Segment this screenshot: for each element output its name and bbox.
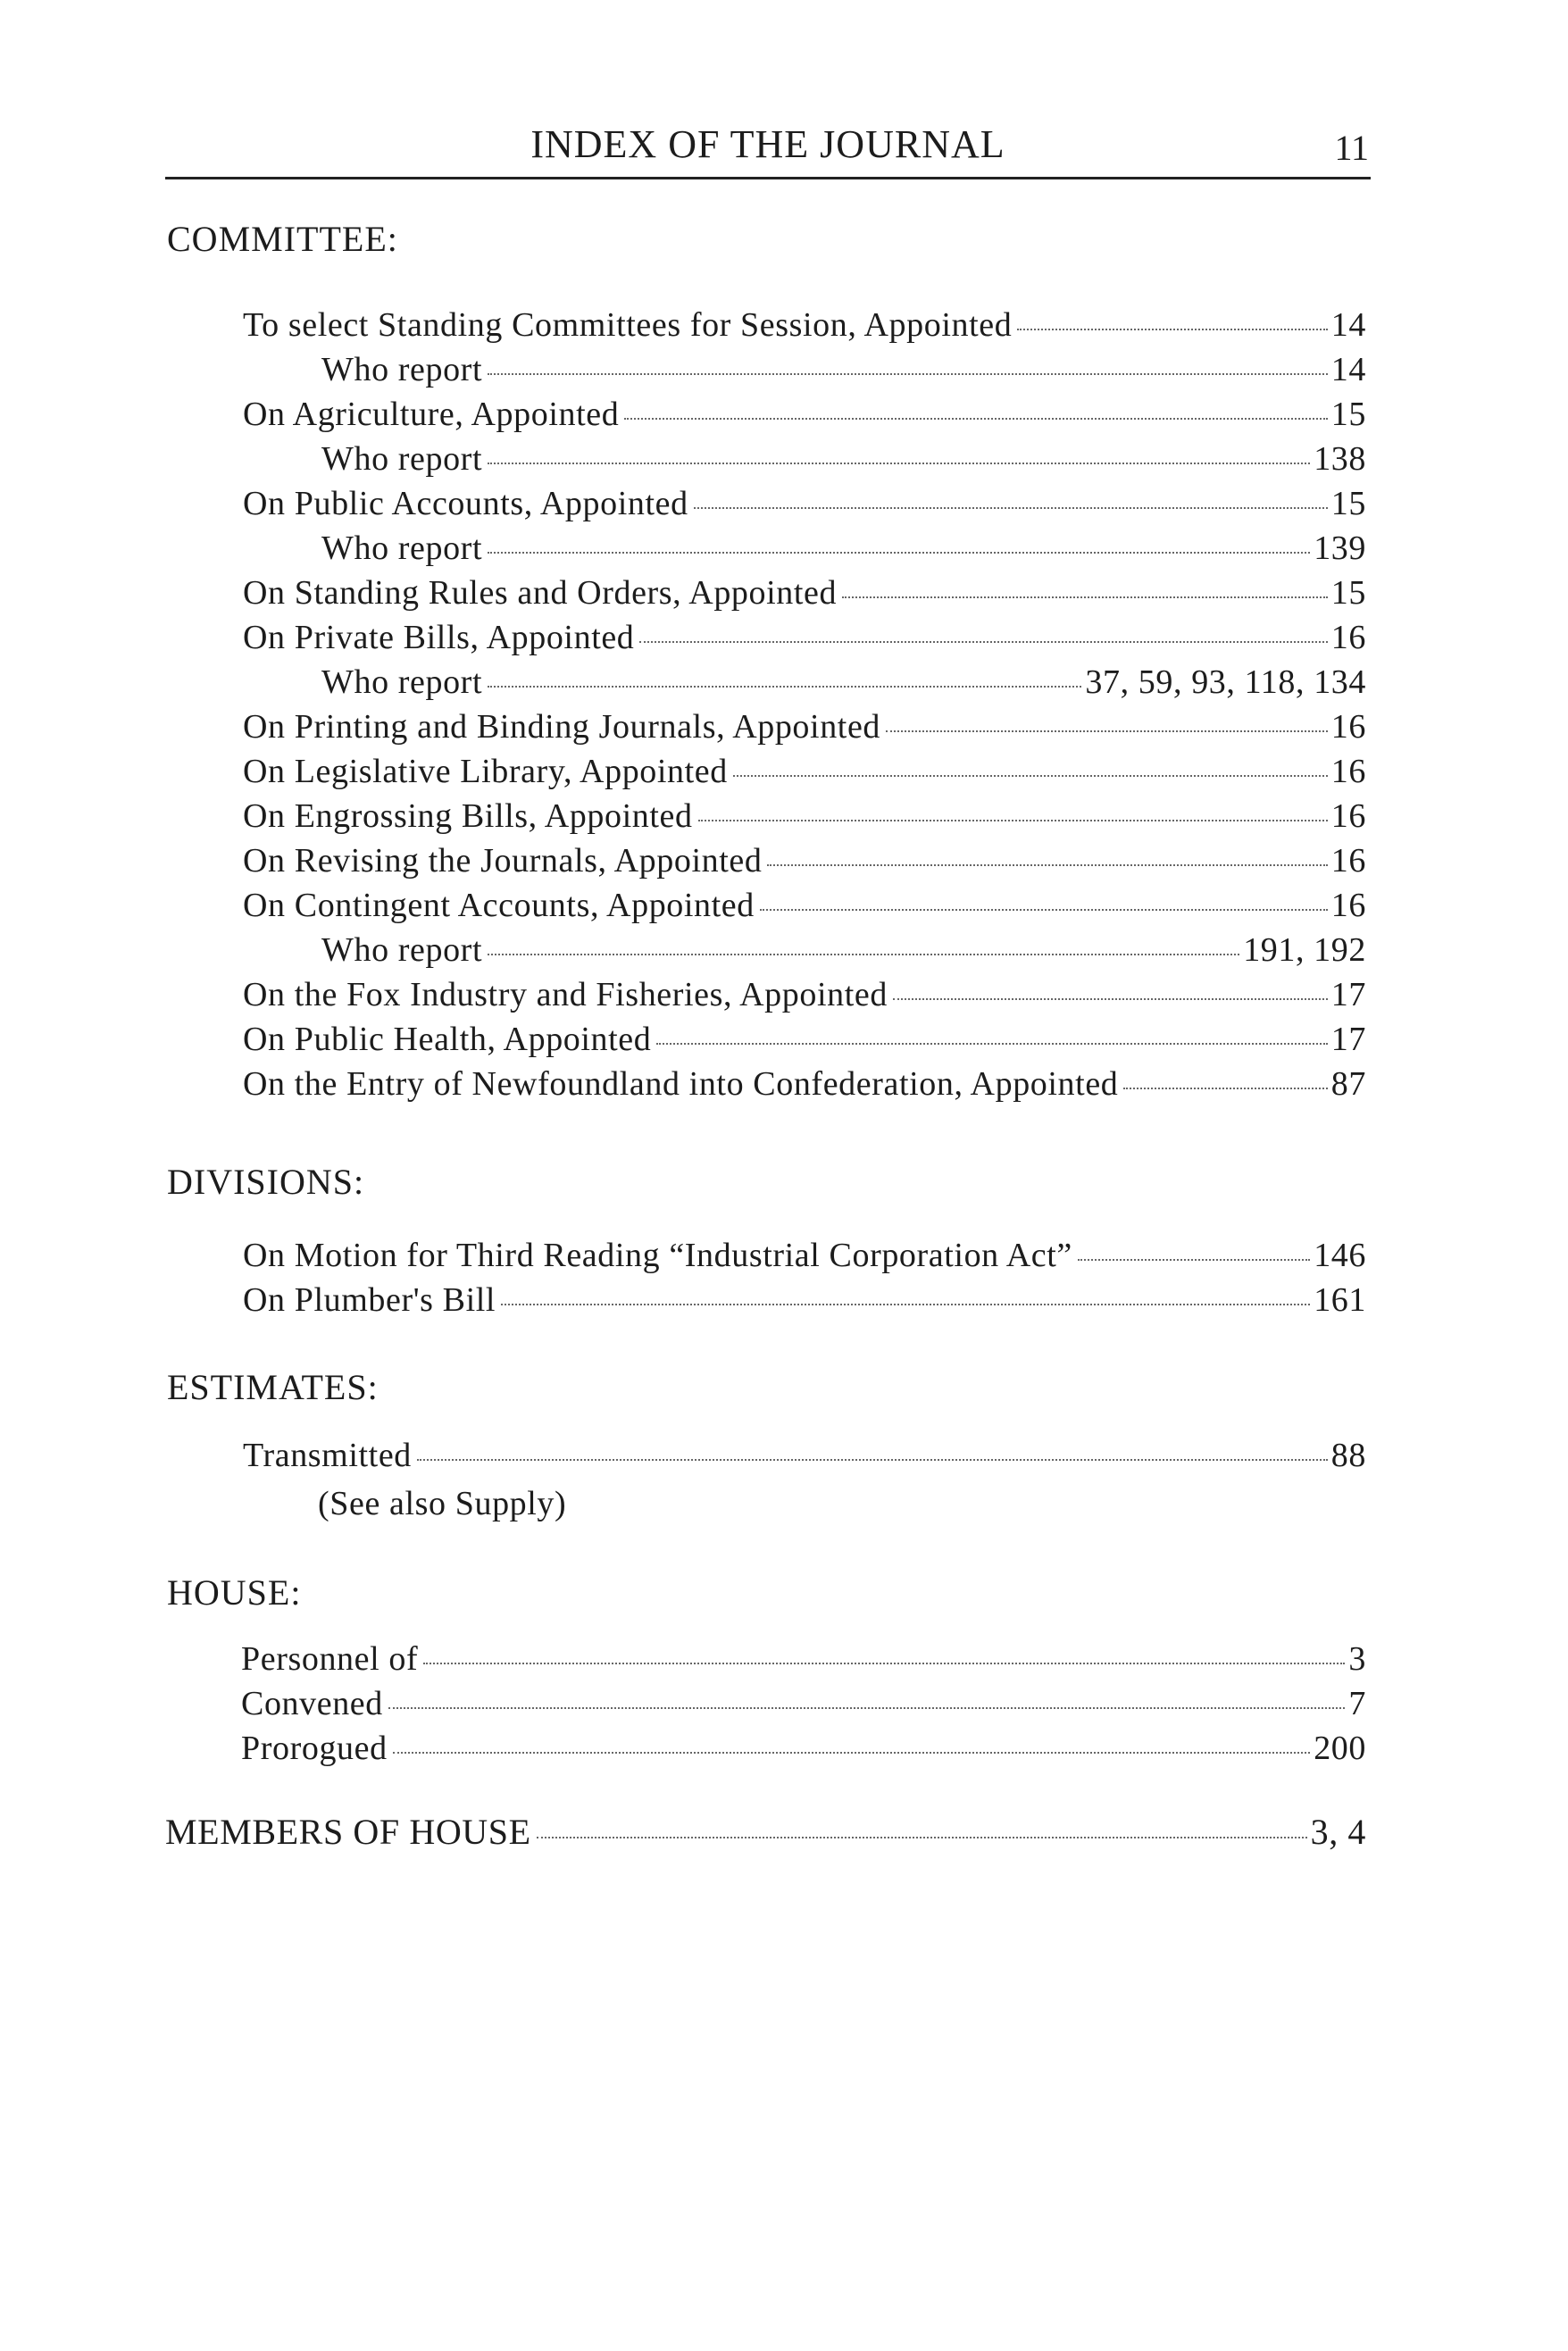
entry-pages: 16 [1330,797,1366,835]
entry-pages: 16 [1330,753,1366,790]
entry-pages: 16 [1330,842,1366,880]
entry-pages: 15 [1330,574,1366,612]
page-header [165,114,1371,179]
dot-leader [1123,1088,1327,1089]
index-entry [243,305,1366,350]
index-subentry [321,350,1366,395]
entry-label: Who report [321,931,483,969]
index-subentry [321,439,1366,484]
entry-pages: 15 [1330,396,1366,433]
entry-label: On the Fox Industry and Fisheries, Appointed [243,976,888,1013]
entry-label: MEMBERS OF HOUSE [165,1812,531,1852]
entry-label: Convened [241,1685,383,1722]
index-entry [243,1020,1366,1064]
entry-label: Transmitted [243,1437,412,1474]
dot-leader [886,730,1328,732]
index-subentry [321,663,1366,707]
entry-pages: 139 [1314,529,1366,567]
entry-label: On the Entry of Newfoundland into Confederation, Appointed [243,1065,1119,1103]
index-entry [243,1236,1366,1280]
entry-label: Who report [321,529,483,567]
entry-pages: 17 [1330,1021,1366,1058]
index-entry [243,796,1366,841]
index-entry [243,975,1366,1020]
entry-label: Who report [321,351,483,388]
entry-label: On Agriculture, Appointed [243,396,620,433]
dot-leader [1017,329,1327,330]
dot-leader [388,1707,1346,1709]
index-entry-members-of-house [165,1811,1366,1855]
index-entry [241,1639,1366,1684]
entry-label: To select Standing Committees for Session, Appointed [243,306,1013,344]
entry-label: On Standing Rules and Orders, Appointed [243,574,838,612]
dot-leader [488,686,1081,688]
entry-pages: 14 [1330,351,1366,388]
dot-leader [1078,1259,1310,1261]
dot-leader [488,552,1310,554]
index-entry [243,1436,1366,1480]
dot-leader [656,1043,1327,1045]
dot-leader [417,1459,1328,1461]
entry-pages: 17 [1330,976,1366,1013]
entry-label: On Public Health, Appointed [243,1021,652,1058]
entry-pages: 3, 4 [1310,1812,1366,1852]
entry-pages: 3 [1348,1640,1366,1678]
entry-label: On Contingent Accounts, Appointed [243,887,755,924]
dot-leader [767,864,1327,866]
index-entry [243,395,1366,439]
cross-reference-note: (See also Supply) [318,1485,567,1522]
dot-leader [501,1304,1310,1305]
index-entry [243,886,1366,930]
entry-label: On Motion for Third Reading “Industrial Corporation Act” [243,1237,1072,1274]
index-entry [243,484,1366,529]
dot-leader [423,1663,1345,1664]
dot-leader [488,373,1328,375]
index-entry [243,618,1366,663]
section-heading-divisions: DIVISIONS: [167,1162,365,1202]
entry-label: Who report [321,663,483,701]
entry-pages: 37, 59, 93, 118, 134 [1085,663,1366,701]
entry-pages: 88 [1330,1437,1366,1474]
dot-leader [537,1837,1307,1838]
entry-pages: 16 [1330,619,1366,656]
entry-label: Prorogued [241,1730,388,1767]
entry-label: On Plumber's Bill [243,1281,496,1319]
dot-leader [733,775,1328,777]
entry-pages: 16 [1330,887,1366,924]
entry-pages: 138 [1314,440,1366,478]
dot-leader [842,596,1328,598]
dot-leader [624,418,1327,420]
index-subentry [321,529,1366,573]
entry-label: Who report [321,440,483,478]
entry-label: On Legislative Library, Appointed [243,753,728,790]
index-entry [241,1729,1366,1773]
entry-label: On Printing and Binding Journals, Appointed [243,708,881,746]
index-entry [243,707,1366,752]
entry-pages: 16 [1330,708,1366,746]
index-entry [243,1064,1366,1109]
entry-pages: 146 [1314,1237,1366,1274]
entry-label: On Engrossing Bills, Appointed [243,797,693,835]
entry-label: Personnel of [241,1640,419,1678]
index-entry [243,573,1366,618]
dot-leader [760,909,1328,911]
entry-pages: 87 [1330,1065,1366,1103]
page-number: 11 [1334,128,1369,168]
entry-pages: 7 [1348,1685,1366,1722]
entry-pages: 14 [1330,306,1366,344]
section-heading-house: HOUSE: [167,1572,302,1613]
entry-pages: 200 [1314,1730,1366,1767]
page-title: INDEX OF THE JOURNAL [530,122,1005,166]
entry-label: On Revising the Journals, Appointed [243,842,763,880]
dot-leader [393,1752,1310,1754]
dot-leader [488,463,1310,464]
entry-label: On Public Accounts, Appointed [243,485,688,522]
section-heading-estimates: ESTIMATES: [167,1367,379,1407]
entry-pages: 191, 192 [1243,931,1366,969]
index-entry [243,1280,1366,1325]
dot-leader [698,820,1328,821]
entry-pages: 15 [1330,485,1366,522]
dot-leader [639,641,1327,643]
section-heading-committee: COMMITTEE: [167,219,398,259]
entry-label: On Private Bills, Appointed [243,619,635,656]
dot-leader [694,507,1328,509]
entry-pages: 161 [1314,1281,1366,1319]
dot-leader [893,998,1328,1000]
index-entry [241,1684,1366,1729]
index-subentry [321,930,1366,975]
index-entry [243,752,1366,796]
index-entry [243,841,1366,886]
dot-leader [488,954,1239,955]
